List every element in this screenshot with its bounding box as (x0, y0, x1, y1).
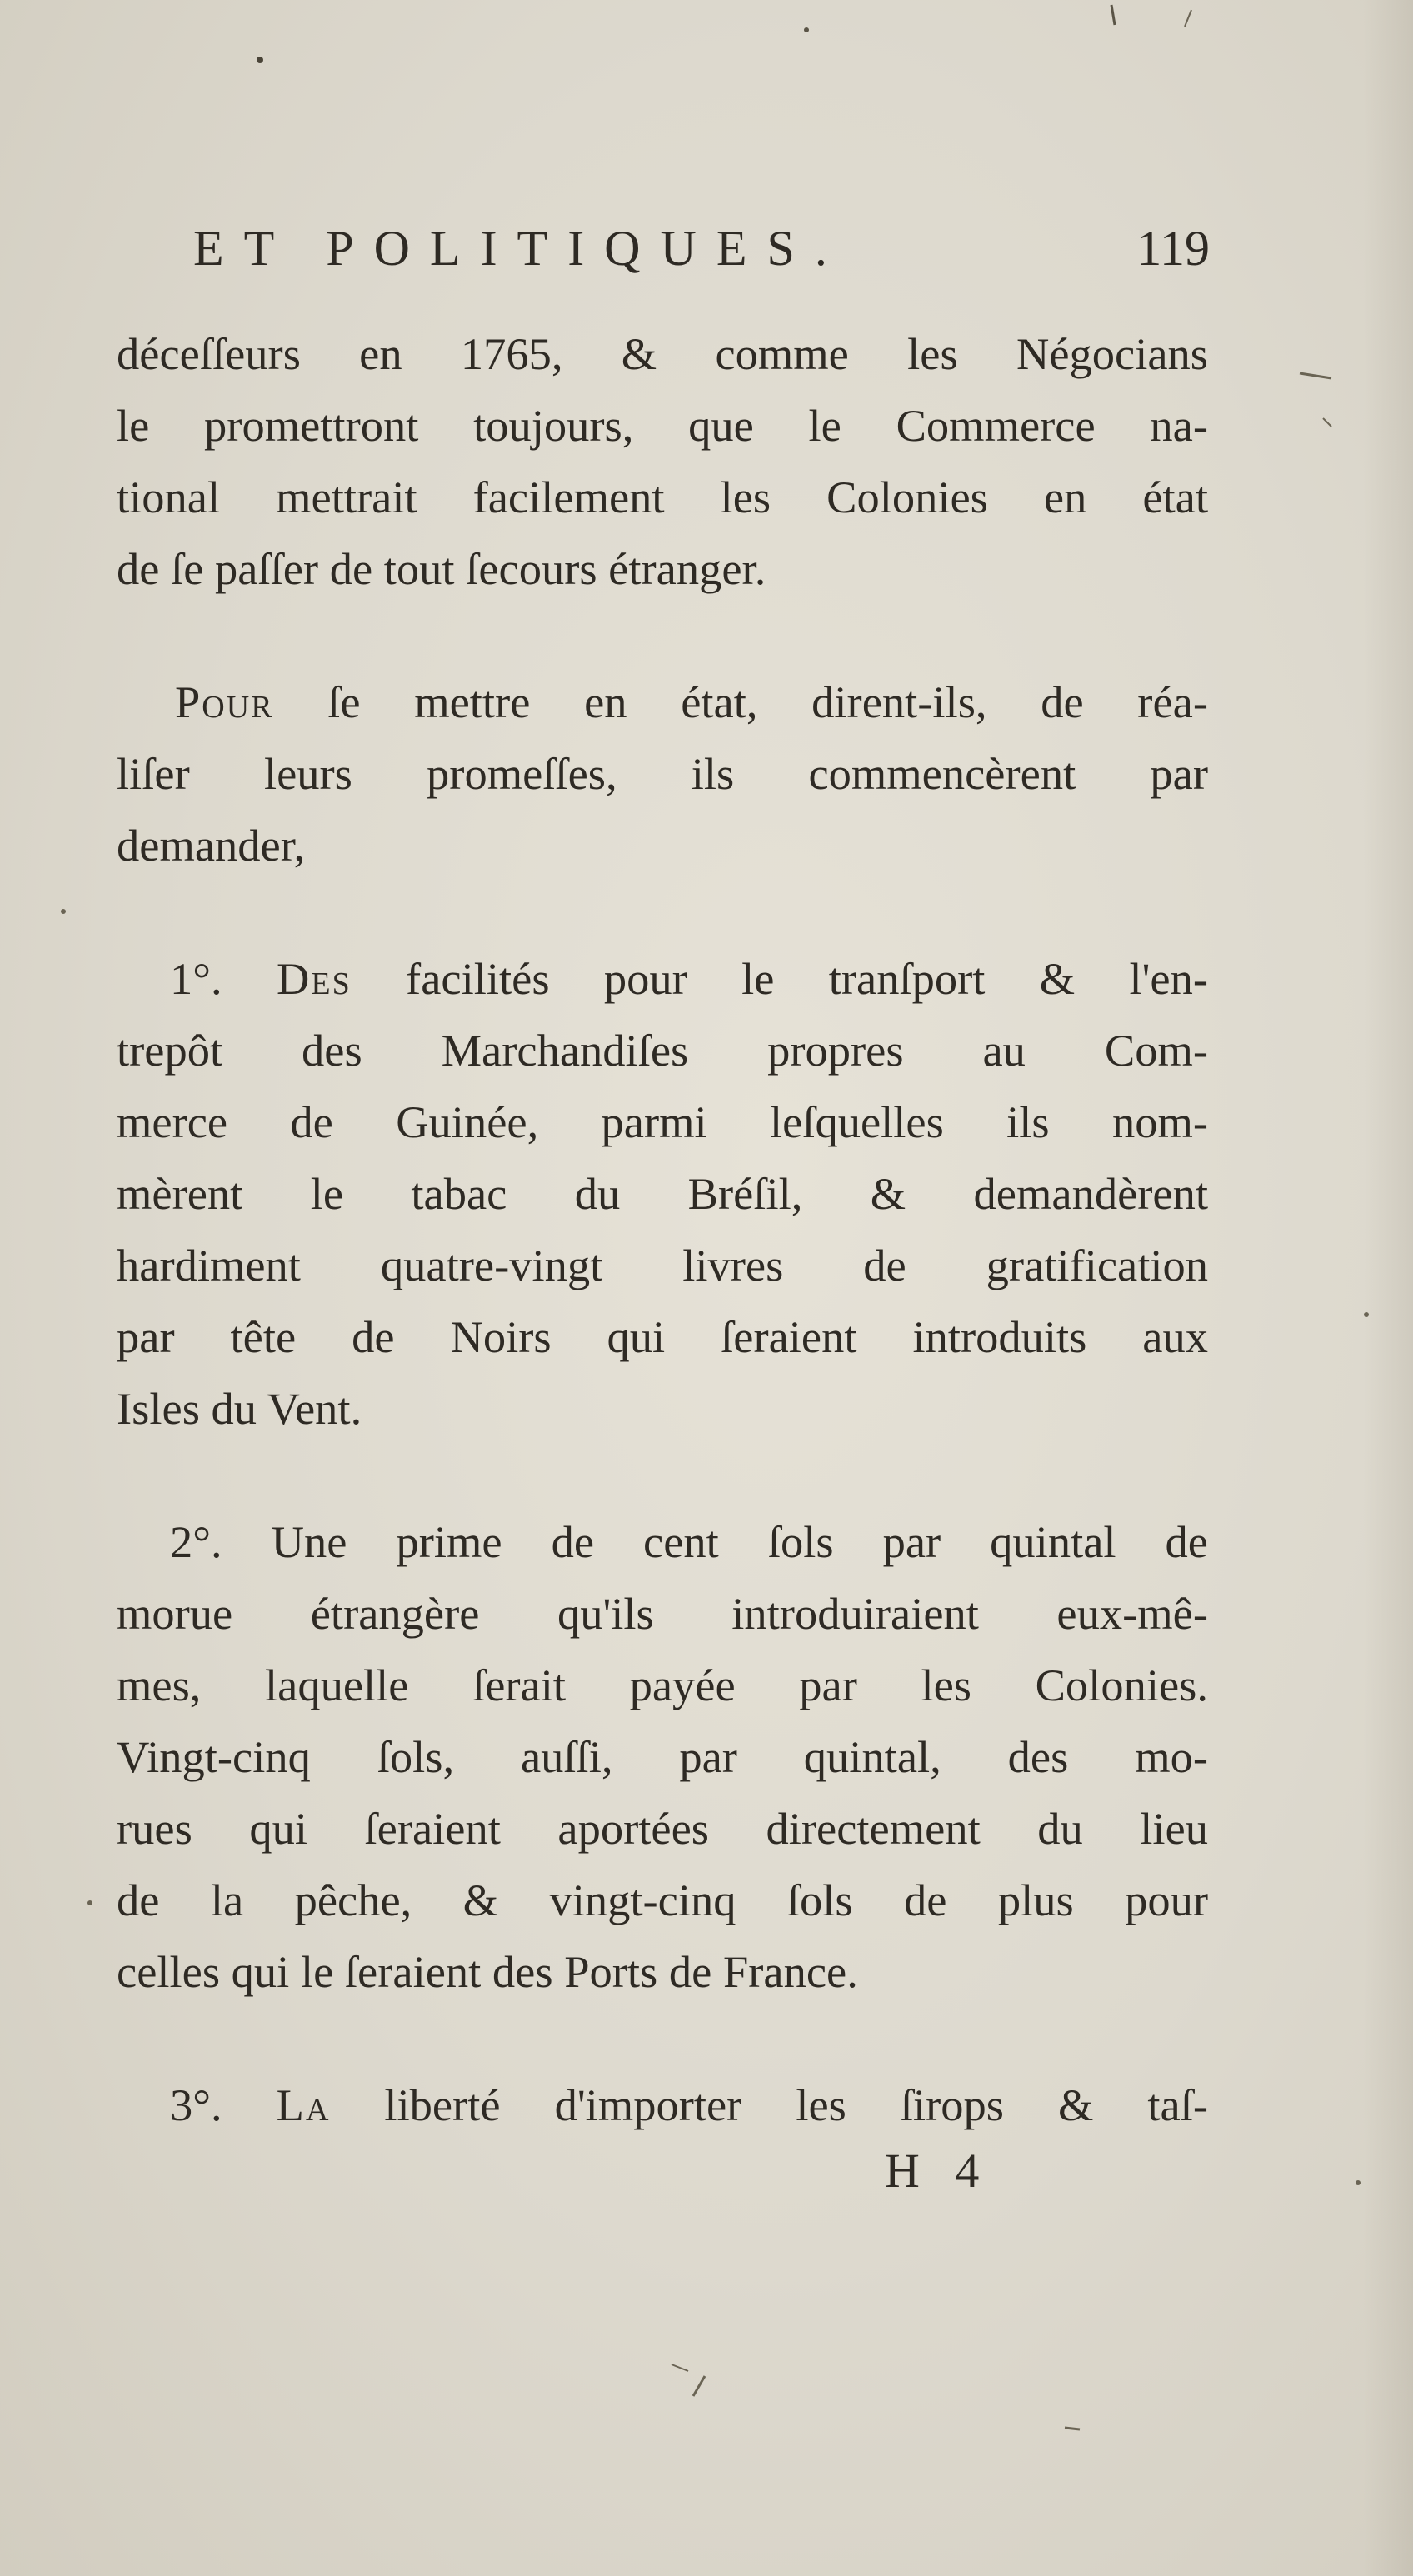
text-line: déceſſeurs en 1765, & comme les Négocians (117, 328, 1208, 379)
text-line: hardiment quatre-vingt livres de gratification (117, 1240, 1208, 1290)
text-line: le promettront toujours, que le Commerce na- (117, 400, 1208, 451)
line-text: liberté d'importer les ſirops & taſ- (330, 2079, 1208, 2130)
paragraph-1 (117, 318, 1208, 605)
text-line: mes, laquelle ſerait payée par les Colonies. (117, 1660, 1208, 1710)
text-line: de ſe paſſer de tout ſecours étranger. (117, 543, 766, 594)
text-line: Vingt-cinq ſols, auſſi, par quintal, des mo- (117, 1731, 1208, 1782)
gutter-shadow (1363, 0, 1413, 2576)
item-number: 1°. (170, 953, 222, 1004)
text-line (117, 666, 1208, 738)
text-line: morue étrangère qu'ils introduiraient eux-mê- (117, 1588, 1208, 1639)
page-number: 119 (1136, 221, 1210, 276)
text-line: Isles du Vent. (117, 1383, 362, 1434)
text-line (117, 1506, 1208, 1578)
line-text: ſe mettre en état, dirent-ils, de réa- (273, 676, 1208, 727)
text-line: trepôt des Marchandiſes propres au Com- (117, 1025, 1208, 1076)
text-line (117, 2069, 1208, 2141)
signature-mark: H 4 (885, 2144, 991, 2198)
text-line: tional mettrait facilement les Colonies en état (117, 472, 1208, 522)
lead-word: La (276, 2079, 331, 2130)
text-line: demander, (117, 820, 306, 871)
text-line: de la pêche, & vingt-cinq ſols de plus pour (117, 1875, 1208, 1925)
text-line: celles qui le ſeraient des Ports de France. (117, 1946, 858, 1997)
text-line: mèrent le tabac du Bréſil, & demandèrent (117, 1168, 1208, 1219)
text-line (117, 943, 1208, 1015)
paragraph-4 (117, 1506, 1208, 2008)
text-line: rues qui ſeraient aportées directement du lieu (117, 1803, 1208, 1854)
running-head-title: ET POLITIQUES. (193, 221, 847, 276)
item-number: 3°. (170, 2079, 222, 2130)
text-line: par tête de Noirs qui ſeraient introduits aux (117, 1311, 1208, 1362)
running-head (193, 215, 1210, 282)
text-line: merce de Guinée, parmi leſquelles ils nom- (117, 1096, 1208, 1147)
body-text (117, 318, 1208, 2141)
item-number: 2°. (170, 1516, 222, 1567)
line-text: facilités pour le tranſport & l'en- (351, 953, 1208, 1004)
text-line: liſer leurs promeſſes, ils commencèrent par (117, 748, 1208, 799)
lead-word: Des (277, 953, 352, 1004)
line-text: Une prime de cent ſols par quintal de (222, 1516, 1208, 1567)
paragraph-2 (117, 666, 1208, 881)
paragraph-3 (117, 943, 1208, 1445)
lead-word: Pour (175, 676, 274, 727)
paragraph-5 (117, 2069, 1208, 2141)
